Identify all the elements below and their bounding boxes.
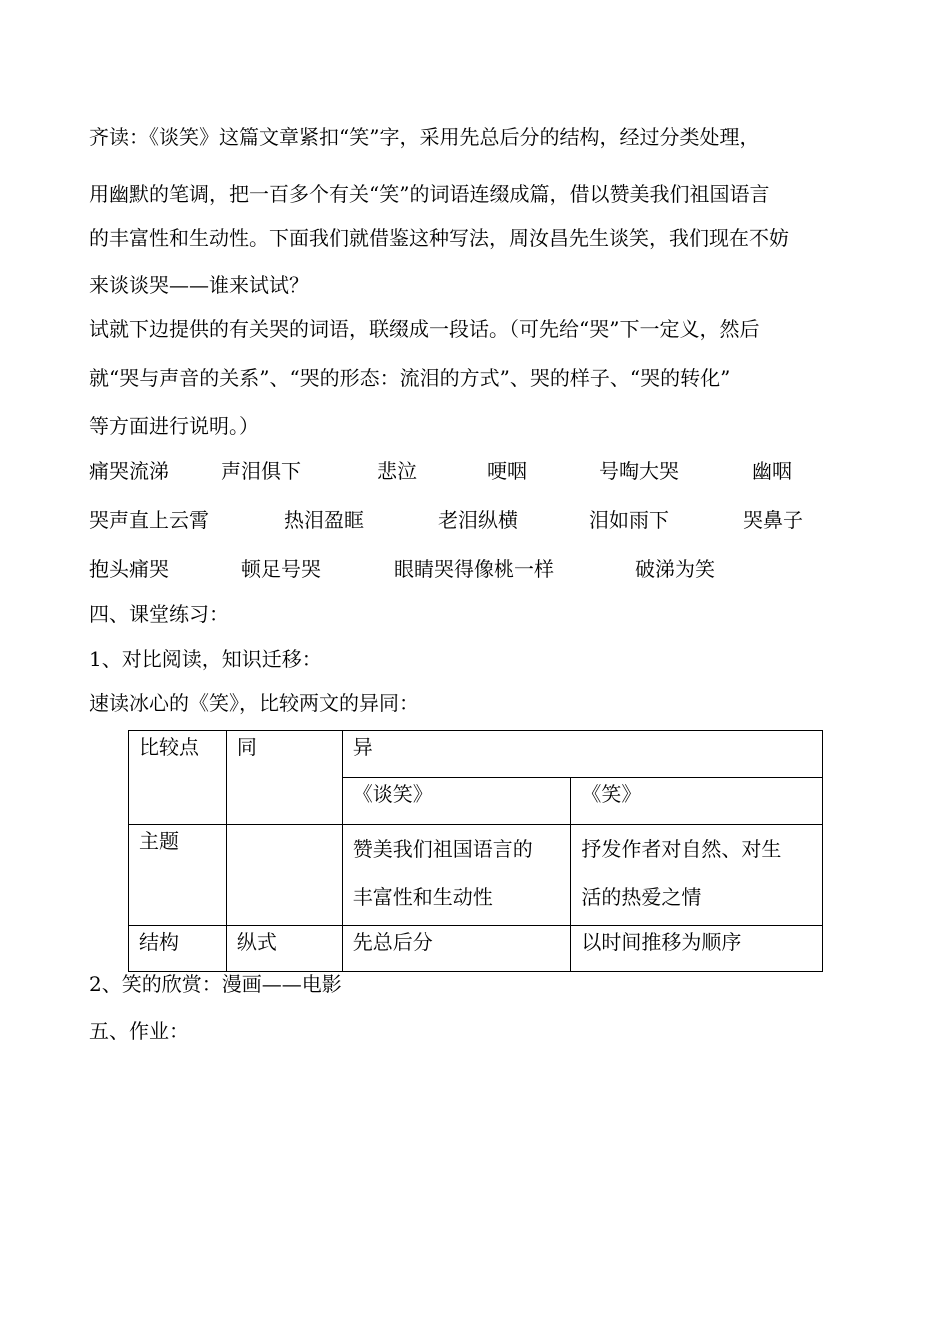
section4-heading: 四、课堂练习： xyxy=(89,602,229,626)
cell-text: 活的热爱之情 xyxy=(581,885,702,909)
row-structure-tanxiao: 先总后分 xyxy=(342,926,571,972)
header-different: 异 xyxy=(342,731,822,778)
word-item: 眼睛哭得像桃一样 xyxy=(394,557,554,581)
word-item: 号啕大哭 xyxy=(599,459,679,483)
section4-item2: 2、笑的欣赏：漫画——电影 xyxy=(89,972,342,996)
intro-line-1: 齐读：《谈笑》这篇文章紧扣“笑”字，采用先总后分的结构，经过分类处理， xyxy=(89,125,760,149)
header-tanxiao: 《谈笑》 xyxy=(342,778,571,825)
cell-text: 赞美我们祖国语言的 xyxy=(352,837,533,861)
row-theme-xiao xyxy=(571,825,823,926)
word-item: 声泪俱下 xyxy=(221,459,301,483)
word-item: 哽咽 xyxy=(487,459,527,483)
word-item: 热泪盈眶 xyxy=(284,508,364,532)
intro-line-4: 来谈谈哭——谁来试试？ xyxy=(89,273,309,297)
intro-line-2: 用幽默的笔调，把一百多个有关“笑”的词语连缀成篇，借以赞美我们祖国语言 xyxy=(89,182,770,206)
word-item: 痛哭流涕 xyxy=(89,459,169,483)
cell-text: 抒发作者对自然、对生 xyxy=(581,837,782,861)
word-item: 悲泣 xyxy=(377,459,417,483)
intro-line-7: 等方面进行说明。） xyxy=(89,414,259,438)
word-item: 泪如雨下 xyxy=(589,508,669,532)
row-structure-label: 结构 xyxy=(129,926,227,972)
intro-line-3: 的丰富性和生动性。下面我们就借鉴这种写法，周汝昌先生谈笑，我们现在不妨 xyxy=(89,226,789,250)
section4-item1: 1、对比阅读，知识迁移： xyxy=(89,647,322,671)
row-structure-xiao: 以时间推移为顺序 xyxy=(571,926,823,972)
word-item: 顿足号哭 xyxy=(241,557,321,581)
comparison-table xyxy=(128,730,823,972)
word-item: 哭鼻子 xyxy=(743,508,803,532)
row-theme-same xyxy=(226,825,342,926)
row-theme-label: 主题 xyxy=(129,825,227,926)
intro-line-5: 试就下边提供的有关哭的词语，联缀成一段话。（可先给“哭”下一定义，然后 xyxy=(89,317,760,341)
intro-line-6: 就“哭与声音的关系”、“哭的形态：流泪的方式”、哭的样子、“哭的转化” xyxy=(89,366,731,390)
word-item: 哭声直上云霄 xyxy=(89,508,209,532)
header-same: 同 xyxy=(226,731,342,825)
word-item: 破涕为笑 xyxy=(635,557,715,581)
header-compare-point: 比较点 xyxy=(129,731,227,825)
row-theme-tanxiao xyxy=(342,825,571,926)
word-item: 幽咽 xyxy=(752,459,792,483)
row-structure-same: 纵式 xyxy=(226,926,342,972)
cell-text: 丰富性和生动性 xyxy=(352,885,493,909)
section4-item1-desc: 速读冰心的《笑》，比较两文的异同： xyxy=(89,691,419,715)
word-item: 抱头痛哭 xyxy=(89,557,169,581)
header-xiao: 《笑》 xyxy=(571,778,823,825)
section5-heading: 五、作业： xyxy=(89,1019,189,1043)
word-item: 老泪纵横 xyxy=(438,508,518,532)
